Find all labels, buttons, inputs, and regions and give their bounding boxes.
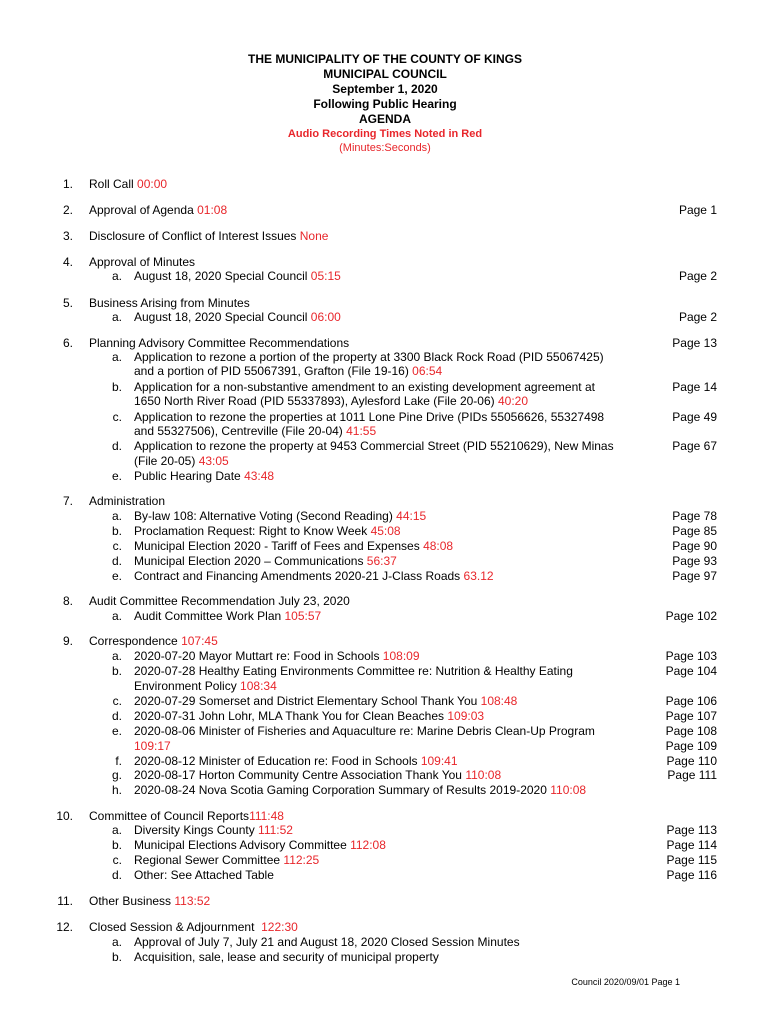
sub-item: Regional Sewer Committee 112:25 bbox=[134, 853, 320, 867]
agenda-item: Business Arising from Minutes bbox=[89, 296, 250, 310]
recording-time: 45:08 bbox=[370, 524, 401, 538]
recording-note: Audio Recording Times Noted in Red bbox=[287, 128, 483, 140]
recording-time: None bbox=[299, 229, 329, 243]
sub-item-continued bbox=[134, 739, 171, 753]
sub-item: Municipal Election 2020 – Communications 56:37 bbox=[134, 554, 397, 568]
recording-time: 108:34 bbox=[240, 679, 277, 693]
page-ref: Page 49 bbox=[672, 410, 717, 424]
sub-item: 2020-07-31 John Lohr, MLA Thank You for Clean Beaches 109:03 bbox=[134, 709, 485, 723]
recording-time: 41:55 bbox=[346, 424, 377, 438]
page-ref: Page 93 bbox=[672, 554, 717, 568]
page-ref: Page 110 bbox=[666, 754, 717, 768]
sub-item: Application to rezone a portion of the property at 3300 Black Rock Road (PID 55067425) bbox=[134, 350, 604, 364]
page-ref: Page 106 bbox=[665, 694, 717, 708]
sub-item-continued: Environment Policy 108:34 bbox=[134, 679, 277, 693]
sub-item: Approval of July 7, July 21 and August 18, 2020 Closed Session Minutes bbox=[134, 935, 520, 949]
page-ref: Page 102 bbox=[665, 609, 717, 623]
sub-item: Municipal Elections Advisory Committee 112:08 bbox=[134, 838, 386, 852]
recording-time: 01:08 bbox=[197, 203, 228, 217]
page-ref: Page 85 bbox=[672, 524, 717, 538]
sub-item: Public Hearing Date 43:48 bbox=[134, 469, 275, 483]
recording-time: 113:52 bbox=[174, 894, 211, 908]
council-title: MUNICIPAL COUNCIL bbox=[323, 67, 447, 81]
agenda-item: Roll Call 00:00 bbox=[89, 177, 168, 191]
sub-letter: c. bbox=[112, 853, 122, 867]
agenda-item: Approval of Minutes bbox=[89, 255, 196, 269]
item-number: 2. bbox=[62, 203, 73, 217]
page-ref: Page 113 bbox=[666, 823, 717, 837]
recording-time: 108:48 bbox=[480, 694, 518, 708]
sub-item: 2020-08-12 Minister of Education re: Food in Schools 109:41 bbox=[134, 754, 458, 768]
sub-letter: a. bbox=[111, 649, 122, 663]
recording-time: 63.12 bbox=[463, 569, 494, 583]
recording-time: 108:09 bbox=[382, 649, 420, 663]
sub-item: Audit Committee Work Plan 105:57 bbox=[134, 609, 322, 623]
sub-item-continued: (File 20-05) 43:05 bbox=[134, 454, 229, 468]
sub-letter: d. bbox=[111, 868, 122, 882]
meeting-date: September 1, 2020 bbox=[332, 82, 438, 96]
item-number: 10. bbox=[56, 809, 73, 823]
recording-time: 43:05 bbox=[198, 454, 229, 468]
sub-item: By-law 108: Alternative Voting (Second Reading) 44:15 bbox=[134, 509, 427, 523]
item-number: 11. bbox=[57, 894, 73, 908]
page-ref: Page 115 bbox=[666, 853, 717, 867]
sub-letter: a. bbox=[111, 935, 122, 949]
sub-item: August 18, 2020 Special Council 05:15 bbox=[134, 269, 341, 283]
sub-letter: a. bbox=[111, 350, 122, 364]
agenda-item: Closed Session & Adjournment 122:30 bbox=[89, 920, 298, 934]
recording-time: 112:08 bbox=[350, 838, 386, 852]
recording-time: 110:08 bbox=[550, 783, 587, 797]
page-ref: Page 1 bbox=[678, 203, 717, 217]
recording-time: 105:57 bbox=[284, 609, 322, 623]
sub-letter: f. bbox=[115, 754, 122, 768]
sub-letter: d. bbox=[111, 439, 122, 453]
recording-time: 112:25 bbox=[283, 853, 320, 867]
sub-item: 2020-08-06 Minister of Fisheries and Aquaculture re: Marine Debris Clean-Up Program bbox=[134, 724, 595, 738]
recording-time: 110:08 bbox=[465, 768, 502, 782]
recording-units: (Minutes:Seconds) bbox=[339, 142, 431, 154]
page-ref: Page 107 bbox=[665, 709, 717, 723]
page-ref: Page 13 bbox=[672, 336, 717, 350]
sub-item-continued: and 55327506), Centreville (File 20-04) 41:55 bbox=[134, 424, 377, 438]
page-ref: Page 90 bbox=[672, 539, 717, 553]
recording-time: 109:41 bbox=[420, 754, 458, 768]
recording-time: 06:00 bbox=[310, 310, 341, 324]
page-ref: Page 97 bbox=[672, 569, 717, 583]
recording-time: 40:20 bbox=[497, 394, 529, 408]
recording-time: 109:17 bbox=[134, 739, 171, 753]
sub-item-continued: 1650 North River Road (PID 55337893), Aylesford Lake (File 20-06) 40:20 bbox=[134, 394, 529, 408]
page-ref: Page 116 bbox=[666, 868, 717, 882]
sub-item: 2020-07-28 Healthy Eating Environments Committee re: Nutrition & Healthy Eating bbox=[134, 664, 573, 678]
meeting-context: Following Public Hearing bbox=[313, 97, 457, 111]
sub-letter: b. bbox=[111, 524, 122, 538]
sub-letter: c. bbox=[112, 410, 122, 424]
recording-time: 43:48 bbox=[244, 469, 275, 483]
item-number: 12. bbox=[56, 920, 73, 934]
sub-letter: d. bbox=[111, 554, 122, 568]
sub-letter: a. bbox=[111, 823, 122, 837]
sub-item: 2020-07-29 Somerset and District Elementary School Thank You 108:48 bbox=[134, 694, 518, 708]
sub-item: 2020-07-20 Mayor Muttart re: Food in Schools 108:09 bbox=[134, 649, 420, 663]
sub-letter: a. bbox=[111, 269, 122, 283]
sub-item: Application to rezone the properties at 1011 Lone Pine Drive (PIDs 55056626, 55327498 bbox=[134, 410, 605, 424]
page-ref: Page 108 bbox=[665, 724, 717, 738]
sub-item: Application to rezone the property at 9453 Commercial Street (PID 55210629), New Minas bbox=[134, 439, 614, 453]
page-ref: Page 2 bbox=[678, 310, 717, 324]
page-ref: Page 111 bbox=[667, 768, 717, 782]
sub-letter: g. bbox=[111, 768, 122, 782]
item-number: 1. bbox=[62, 177, 73, 191]
item-number: 8. bbox=[62, 594, 73, 608]
sub-item: 2020-08-24 Nova Scotia Gaming Corporation Summary of Results 2019-2020 110:08 bbox=[134, 783, 587, 797]
agenda-item: Planning Advisory Committee Recommendations bbox=[89, 336, 350, 350]
page-ref: Page 104 bbox=[665, 664, 717, 678]
sub-letter: b. bbox=[111, 380, 122, 394]
sub-letter: a. bbox=[111, 310, 122, 324]
recording-time: 111:48 bbox=[249, 809, 284, 823]
recording-time: 48:08 bbox=[423, 539, 454, 553]
sub-letter: h. bbox=[111, 783, 122, 797]
agenda-item: Other Business 113:52 bbox=[89, 894, 211, 908]
page-ref: Page 114 bbox=[666, 838, 717, 852]
sub-item: Proclamation Request: Right to Know Week 45:08 bbox=[134, 524, 401, 538]
page-ref: Page 2 bbox=[678, 269, 717, 283]
item-number: 4. bbox=[62, 255, 73, 269]
sub-item: Diversity Kings County 111:52 bbox=[134, 823, 293, 837]
sub-letter: e. bbox=[111, 724, 122, 738]
page-ref: Page 67 bbox=[672, 439, 717, 453]
item-number: 9. bbox=[62, 634, 73, 648]
agenda-item: Disclosure of Conflict of Interest Issues None bbox=[89, 229, 329, 243]
sub-item: Other: See Attached Table bbox=[134, 868, 274, 882]
agenda-item: Audit Committee Recommendation July 23, 2020 bbox=[89, 594, 350, 608]
agenda-item: Administration bbox=[89, 494, 166, 508]
item-number: 3. bbox=[62, 229, 73, 243]
sub-item: August 18, 2020 Special Council 06:00 bbox=[134, 310, 341, 324]
agenda-item: Approval of Agenda 01:08 bbox=[89, 203, 228, 217]
item-number: 7. bbox=[62, 494, 73, 508]
page-ref: Page 14 bbox=[672, 380, 717, 394]
sub-letter: b. bbox=[111, 664, 122, 678]
agenda-title: AGENDA bbox=[358, 112, 411, 126]
agenda-item: Committee of Council Reports111:48 bbox=[89, 809, 284, 823]
recording-time: 107:45 bbox=[181, 634, 218, 648]
recording-time: 05:15 bbox=[310, 269, 341, 283]
sub-letter: c. bbox=[112, 694, 122, 708]
sub-letter: e. bbox=[111, 469, 122, 483]
recording-time: 122:30 bbox=[261, 920, 298, 934]
page-ref: Page 78 bbox=[672, 509, 717, 523]
item-number: 6. bbox=[62, 336, 73, 350]
item-number: 5. bbox=[62, 296, 73, 310]
sub-item: Application for a non-substantive amendment to an existing development agreement at bbox=[134, 380, 595, 394]
recording-time: 111:52 bbox=[258, 823, 293, 837]
recording-time: 56:37 bbox=[366, 554, 397, 568]
page-ref: Page 109 bbox=[665, 739, 717, 753]
recording-time: 06:54 bbox=[412, 364, 443, 378]
sub-item: Municipal Election 2020 - Tariff of Fees and Expenses 48:08 bbox=[134, 539, 454, 553]
sub-item: Contract and Financing Amendments 2020-21 J-Class Roads 63.12 bbox=[134, 569, 494, 583]
municipality-title: THE MUNICIPALITY OF THE COUNTY OF KINGS bbox=[247, 52, 522, 66]
sub-letter: e. bbox=[111, 569, 122, 583]
agenda-item: Correspondence 107:45 bbox=[89, 634, 218, 648]
sub-letter: b. bbox=[111, 838, 122, 852]
recording-time: 44:15 bbox=[396, 509, 427, 523]
sub-letter: c. bbox=[112, 539, 122, 553]
recording-time: 109:03 bbox=[447, 709, 485, 723]
sub-item-continued: and a portion of PID 55067391, Grafton (File 19-16) 06:54 bbox=[134, 364, 443, 378]
recording-time: 00:00 bbox=[137, 177, 168, 191]
sub-letter: a. bbox=[111, 609, 122, 623]
sub-item: Acquisition, sale, lease and security of municipal property bbox=[134, 950, 439, 964]
sub-letter: a. bbox=[111, 509, 122, 523]
sub-item: 2020-08-17 Horton Community Centre Association Thank You 110:08 bbox=[134, 768, 502, 782]
sub-letter: d. bbox=[111, 709, 122, 723]
page-footer: Council 2020/09/01 Page 1 bbox=[571, 977, 680, 987]
sub-letter: b. bbox=[111, 950, 122, 964]
page-ref: Page 103 bbox=[665, 649, 717, 663]
